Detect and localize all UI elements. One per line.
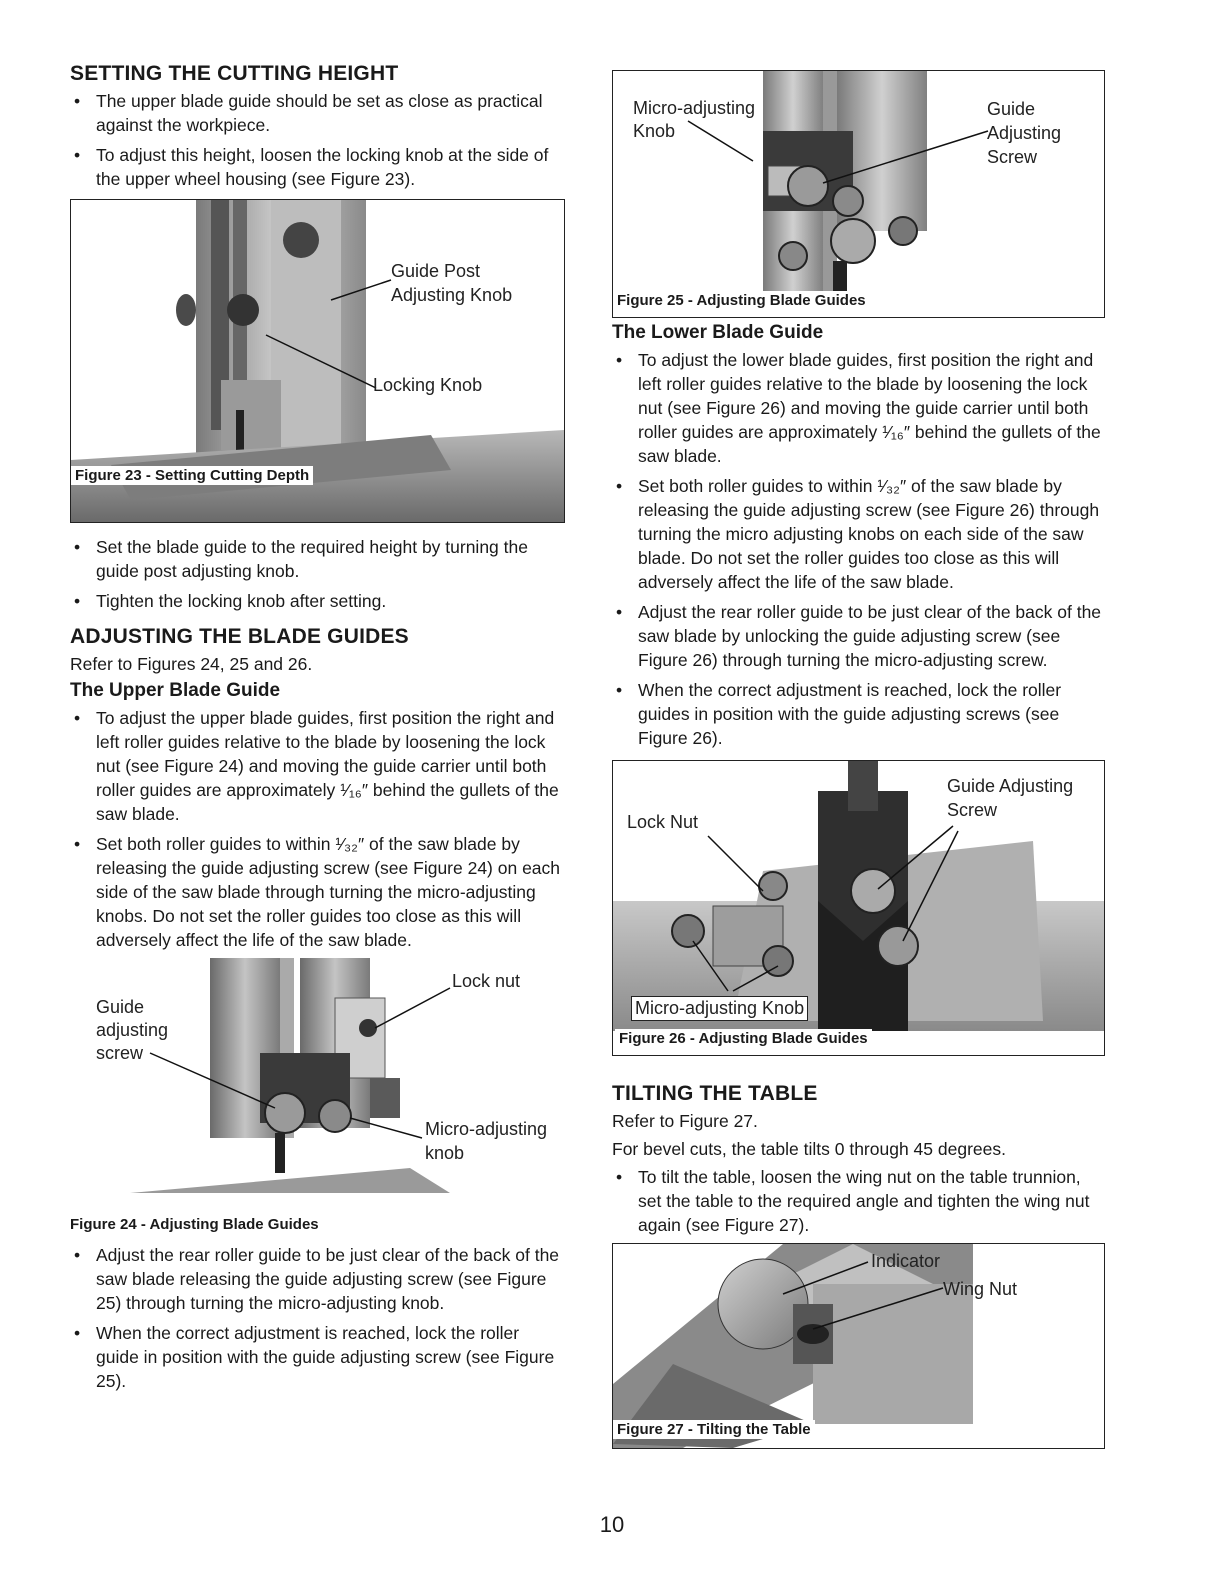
- label-screw: Screw: [987, 147, 1038, 167]
- label-screw: screw: [96, 1043, 144, 1064]
- figure-24: [70, 958, 566, 1208]
- label-guide: Guide: [96, 997, 145, 1018]
- tilt-intro: Refer to Figure 27.: [612, 1110, 758, 1131]
- figure-25-caption: Figure 25 - Adjusting Blade Guides: [613, 291, 870, 310]
- label-locking-knob: Locking Knob: [373, 375, 483, 396]
- label-micro-adjusting: Micro-adjusting: [633, 98, 756, 118]
- upper-blade-guide-bullets: [70, 706, 566, 952]
- list-item: • Adjust the rear roller guide to be just clear of the back of the saw blade by unlocking the guide adjusting screw (see Figure 26) through turning the micro-adjusting screw.: [612, 600, 1106, 672]
- label-guide-post: Guide Post: [391, 261, 481, 282]
- list-item: • Set both roller guides to within ¹⁄₃₂″ of the saw blade by releasing the guide adjusting screw (see Figure 24) on each side of the saw blade through turning the micro-adjusting knobs. Do not set the roller guides too close as this will adversely affect the life of the saw blade.: [70, 832, 566, 952]
- figure-26-caption: Figure 26 - Adjusting Blade Guides: [615, 1029, 872, 1048]
- upper-blade-guide-bullets-2: [70, 1243, 566, 1393]
- figure-23-caption: Figure 23 - Setting Cutting Depth: [71, 466, 313, 485]
- label-screw: Screw: [947, 799, 998, 820]
- list-item: • When the correct adjustment is reached, lock the roller guide in position with the guide adjusting screw (see Figure 25).: [70, 1321, 566, 1393]
- list-item: • To tilt the table, loosen the wing nut on the table trunnion, set the table to the required angle and tighten the wing nut again (see Figure 27).: [612, 1165, 1106, 1237]
- label-adjusting: Adjusting: [987, 123, 1062, 143]
- label-guide-adjusting: Guide Adjusting: [947, 775, 1074, 796]
- figure-25: [612, 70, 1105, 318]
- list-item: • Set both roller guides to within ¹⁄₃₂″ of the saw blade by releasing the guide adjusting screw (see Figure 26) through turning the micro adjusting knobs on each side of the saw blade. Do not set the roller guides too close as this will adversely affect the life of the saw blade.: [612, 474, 1106, 594]
- blade-guides-intro: Refer to Figures 24, 25 and 26.: [70, 654, 313, 675]
- page-number: 10: [599, 1512, 625, 1537]
- figure-27-photo: [613, 1244, 1104, 1448]
- list-item: • The upper blade guide should be set as close as practical against the workpiece.: [70, 89, 566, 137]
- label-wing-nut: Wing Nut: [943, 1278, 1018, 1299]
- figure-27-caption: Figure 27 - Tilting the Table: [613, 1420, 815, 1439]
- list-item: • Set the blade guide to the required height by turning the guide post adjusting knob.: [70, 535, 566, 583]
- figure-23: [70, 199, 565, 523]
- section-title-cutting-height: SETTING THE CUTTING HEIGHT: [70, 62, 399, 85]
- list-item: • To adjust the upper blade guides, first position the right and left roller guides relative to the blade by loosening the lock nut (see Figure 24) and moving the guide carrier until both roller guides are approximately ¹⁄₁₆″ behind the gullets of the saw blade.: [70, 706, 566, 826]
- label-knob: knob: [425, 1143, 465, 1164]
- list-item: • Adjust the rear roller guide to be just clear of the back of the saw blade releasing the guide adjusting screw (see Figure 25) through turning the micro-adjusting knob.: [70, 1243, 566, 1315]
- section-title-tilting-table: TILTING THE TABLE: [612, 1081, 818, 1105]
- list-item: • When the correct adjustment is reached, lock the roller guides in position with the guide adjusting screws (see Figure 26).: [612, 678, 1106, 750]
- left-column: [70, 62, 566, 1399]
- label-lock-nut: Lock Nut: [627, 811, 699, 832]
- list-item: • To adjust this height, loosen the locking knob at the side of the upper wheel housing (see Figure 23).: [70, 143, 566, 191]
- label-adjusting: adjusting: [96, 1020, 169, 1041]
- section-title-blade-guides: ADJUSTING THE BLADE GUIDES: [70, 625, 409, 649]
- list-item: • Tighten the locking knob after setting.: [70, 589, 566, 613]
- cutting-height-bullets: [70, 89, 566, 191]
- figure-27: [612, 1243, 1105, 1449]
- label-knob: Knob: [633, 121, 676, 141]
- label-micro-adjusting-knob: Micro-adjusting Knob: [631, 996, 808, 1021]
- label-lock-nut: Lock nut: [452, 971, 521, 992]
- label-guide: Guide: [987, 99, 1036, 119]
- list-item: • To adjust the lower blade guides, first position the right and left roller guides relative to the blade by loosening the lock nut (see Figure 26) and moving the guide carrier until both roller guides are approximately ¹⁄₁₆″ behind the gullets of the saw blade.: [612, 348, 1106, 468]
- cutting-height-bullets-2: [70, 535, 566, 613]
- right-column: [612, 70, 1106, 1449]
- figure-26: [612, 760, 1105, 1056]
- upper-blade-guide-title: The Upper Blade Guide: [70, 680, 281, 702]
- label-adjusting-knob: Adjusting Knob: [391, 285, 513, 306]
- tilt-bullets: [612, 1165, 1106, 1237]
- label-micro-adjusting: Micro-adjusting: [425, 1119, 548, 1140]
- figure-24-caption: Figure 24 - Adjusting Blade Guides: [70, 1216, 319, 1234]
- lower-blade-guide-bullets: [612, 348, 1106, 750]
- tilt-line2: For bevel cuts, the table tilts 0 through 45 degrees.: [612, 1138, 1006, 1159]
- figure-24-photo: [70, 958, 566, 1208]
- lower-blade-guide-title: The Lower Blade Guide: [612, 322, 824, 343]
- label-indicator: Indicator: [871, 1250, 941, 1271]
